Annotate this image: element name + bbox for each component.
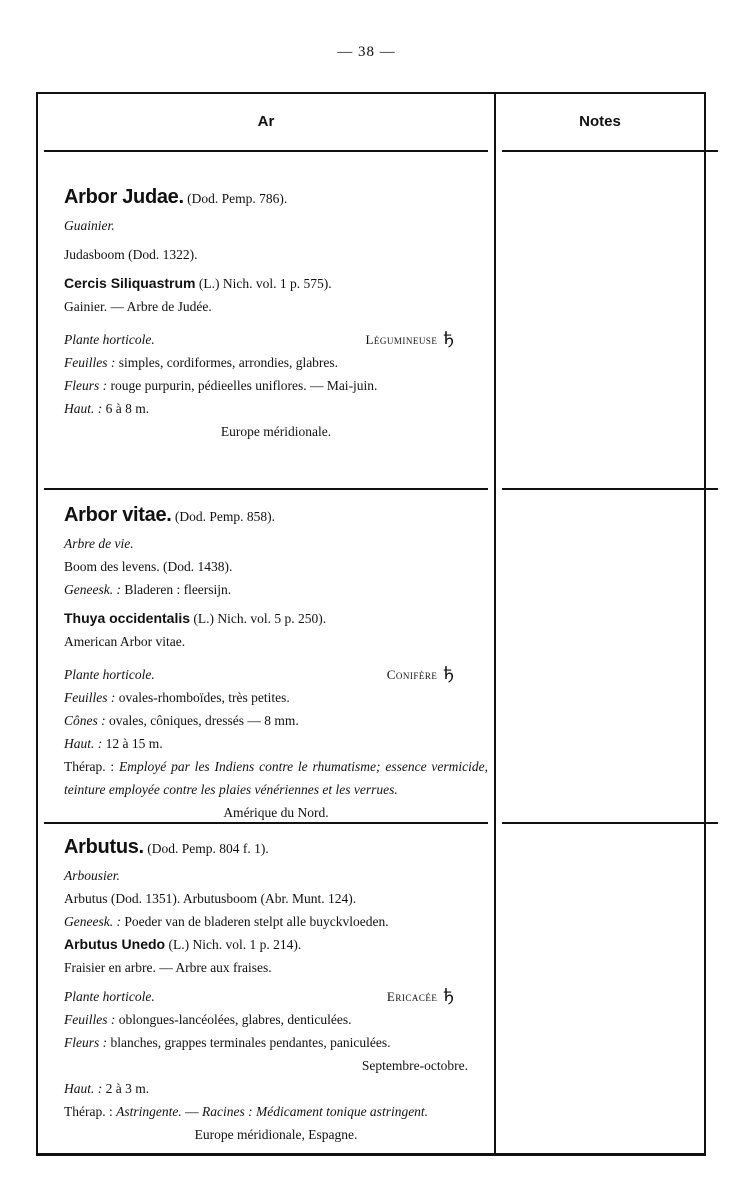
french-name: Guainier. <box>64 218 115 233</box>
common-names: Gainier. — Arbre de Judée. <box>64 299 212 314</box>
column-header-ar: Ar <box>257 113 275 130</box>
height-text: 6 à 8 m. <box>105 401 150 416</box>
roots-label: Racines : <box>201 1104 253 1119</box>
scientific-ref: (L.) Nich. vol. 5 p. 250). <box>193 611 327 626</box>
common-names: Fraisier en arbre. — Arbre aux fraises. <box>64 960 272 975</box>
height-label: Haut. : <box>64 736 103 751</box>
entry-title: Arbor vitae. <box>64 504 172 526</box>
plant-family: Ericacée <box>386 989 438 1004</box>
entry-reference: (Dod. Pemp. 804 f. 1). <box>147 841 269 856</box>
entry-title: Arbor Judae. <box>64 186 184 208</box>
cones-label: Cônes : <box>64 713 106 728</box>
entry-arbor-vitae <box>64 500 488 824</box>
entry-rule-right <box>502 488 718 490</box>
dutch-name: Arbutus (Dod. 1351). Arbutusboom (Abr. Munt. 124). <box>64 891 357 906</box>
scientific-ref: (L.) Nich. vol. 1 p. 575). <box>198 276 332 291</box>
entry-reference: (Dod. Pemp. 786). <box>187 191 288 206</box>
therapy-label: Thérap. : <box>64 759 115 774</box>
dutch-name: Judasboom (Dod. 1322). <box>64 247 198 262</box>
common-names: American Arbor vitae. <box>64 634 186 649</box>
tree-symbol-icon: ђ <box>443 986 454 1006</box>
entry-title-line <box>64 182 488 214</box>
therapy-label: Thérap. : <box>64 1104 113 1119</box>
therapy-text: Astringente. <box>116 1104 182 1119</box>
flowers-text: blanches, grappes terminales pendantes, paniculées. <box>110 1035 391 1050</box>
entry-rule-left <box>44 822 488 824</box>
scientific-name: Thuya occidentalis <box>64 610 191 626</box>
column-header-notes: Notes <box>579 113 621 130</box>
header-rule-left <box>44 150 488 152</box>
plant-family: Conifère <box>386 667 438 682</box>
entry-arbor-judae <box>64 182 488 443</box>
page-number: — 38 — <box>337 44 396 60</box>
entry-rule-right <box>502 822 718 824</box>
plant-type: Plante horticole. <box>64 989 155 1004</box>
height-text: 2 à 3 m. <box>105 1081 150 1096</box>
flowers-text: rouge purpurin, pédieelles uniflores. — Mai-juin. <box>110 378 378 393</box>
entry-title-line <box>64 500 488 532</box>
height-text: 12 à 15 m. <box>105 736 163 751</box>
dutch-name: Boom des levens. (Dod. 1438). <box>64 559 233 574</box>
flowers-label: Fleurs : <box>64 378 108 393</box>
medicinal-label: Geneesk. : <box>64 914 121 929</box>
entry-reference: (Dod. Pemp. 858). <box>174 509 276 524</box>
entry-title-line <box>64 832 488 864</box>
cones-text: ovales, côniques, dressés — 8 mm. <box>109 713 299 728</box>
therapy-text: Employé par les Indiens contre le rhumatisme; essence vermicide, teinture employée contre les plaies vénériennes et les verrues. <box>64 759 488 797</box>
roots-text: Médicament tonique astringent. <box>255 1104 429 1119</box>
medicinal-label: Geneesk. : <box>64 582 121 597</box>
scientific-name: Arbutus Unedo <box>64 936 166 952</box>
flowers-label: Fleurs : <box>64 1035 108 1050</box>
leaves-text: ovales-rhomboïdes, très petites. <box>118 690 290 705</box>
french-name: Arbre de vie. <box>64 536 134 551</box>
leaves-text: simples, cordiformes, arrondies, glabres. <box>118 355 339 370</box>
flowering-period: Septembre-octobre. <box>361 1058 468 1073</box>
medicinal-text: Bladeren : fleersijn. <box>124 582 232 597</box>
leaves-label: Feuilles : <box>64 690 116 705</box>
scientific-ref: (L.) Nich. vol. 1 p. 214). <box>168 937 302 952</box>
entry-arbutus <box>64 832 488 1146</box>
tree-symbol-icon: ђ <box>443 329 454 349</box>
plant-type: Plante horticole. <box>64 332 155 347</box>
leaves-text: oblongues-lancéolées, glabres, denticulées. <box>118 1012 352 1027</box>
entry-rule-left <box>44 488 488 490</box>
region: Europe méridionale. <box>220 424 332 439</box>
height-label: Haut. : <box>64 401 103 416</box>
height-label: Haut. : <box>64 1081 103 1096</box>
medicinal-text: Poeder van de bladeren stelpt alle buyckvloeden. <box>124 914 389 929</box>
region: Europe méridionale, Espagne. <box>194 1127 358 1142</box>
scientific-name: Cercis Siliquastrum <box>64 275 196 291</box>
region: Amérique du Nord. <box>223 805 329 820</box>
plant-family: Légumineuse <box>365 332 438 347</box>
leaves-label: Feuilles : <box>64 1012 116 1027</box>
leaves-label: Feuilles : <box>64 355 116 370</box>
therapy-dash: — <box>185 1104 202 1119</box>
entry-title: Arbutus. <box>64 836 144 858</box>
column-divider <box>494 94 496 1153</box>
plant-type: Plante horticole. <box>64 667 155 682</box>
header-rule-right <box>502 150 718 152</box>
french-name: Arbousier. <box>64 868 120 883</box>
ledger-table <box>36 92 706 1156</box>
tree-symbol-icon: ђ <box>443 664 454 684</box>
